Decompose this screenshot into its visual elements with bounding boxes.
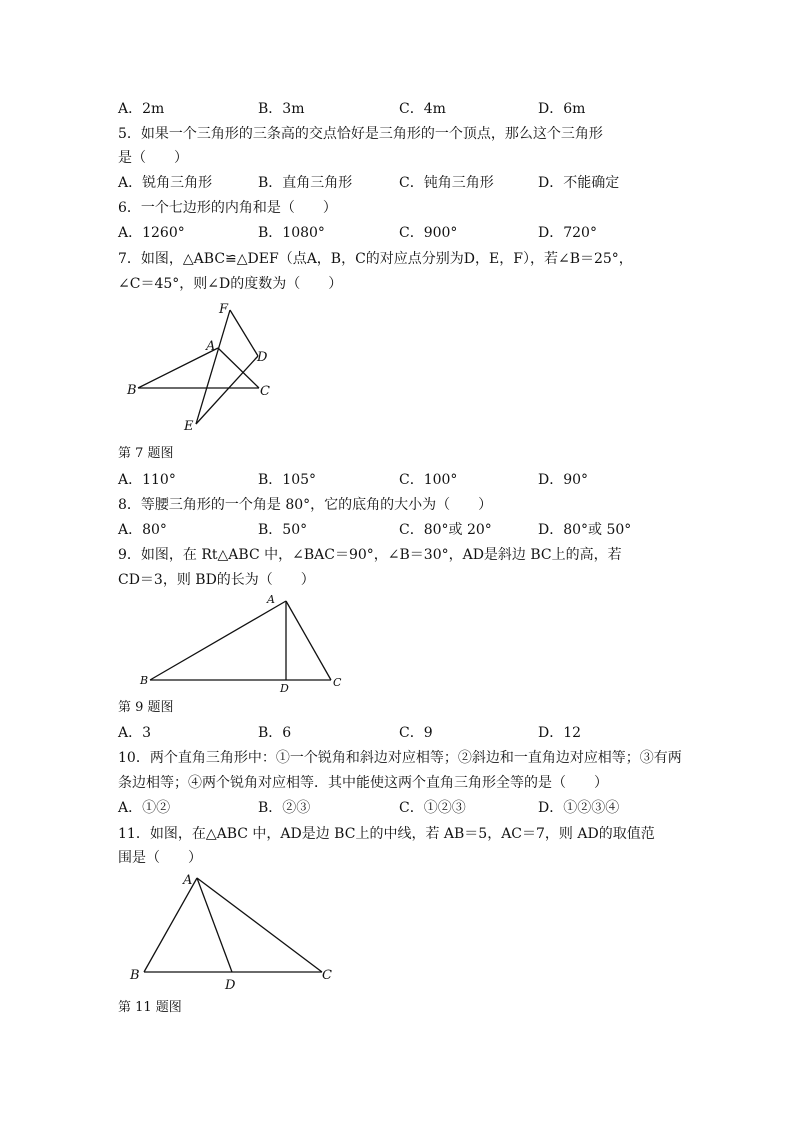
q8-option-b: B．50°	[258, 522, 308, 538]
q11-label-b: B	[130, 968, 140, 983]
q5-option-d: D．不能确定	[538, 175, 620, 191]
q9-label-b: B	[140, 674, 149, 687]
q6-option-a: A．1260°	[118, 225, 185, 241]
q6-options	[118, 224, 678, 242]
q10-stem-line1: 10．两个直角三角形中：①一个锐角和斜边对应相等；②斜边和一直角边对应相等；③有两	[118, 750, 682, 766]
q8-option-a: A．80°	[118, 522, 167, 538]
q8-options	[118, 521, 678, 539]
q4-option-b: B．3m	[258, 101, 305, 117]
q7-segment-ef	[196, 310, 230, 424]
q6-option-b: B．1080°	[258, 225, 325, 241]
q9-label-a: A	[267, 593, 275, 606]
q9-segment-ac	[286, 601, 331, 680]
q8-stem: 8．等腰三角形的一个角是 80°，它的底角的大小为（ ）	[118, 497, 493, 513]
q7-option-c: C．100°	[399, 472, 458, 488]
q6-option-d: D．720°	[538, 225, 597, 241]
q7-segment-ac	[218, 348, 259, 388]
q9-option-a: A．3	[118, 725, 152, 741]
q9-option-b: B．6	[258, 725, 292, 741]
q6-option-c: C．900°	[399, 225, 458, 241]
q9-label-c: C	[333, 676, 342, 689]
q7-segment-ba	[138, 348, 218, 388]
q5-options	[118, 174, 678, 192]
q7-options	[118, 471, 678, 489]
q9-option-c: C．9	[399, 725, 433, 741]
q9-option-d: D．12	[538, 725, 582, 741]
q7-label-f: F	[219, 302, 229, 317]
q10-option-d: D．①②③④	[538, 800, 620, 816]
q9-options	[118, 724, 678, 742]
q10-options	[118, 799, 678, 817]
q5-stem-line1: 5．如果一个三角形的三条高的交点恰好是三角形的一个顶点，那么这个三角形	[118, 126, 603, 142]
q11-segment-ab	[144, 878, 197, 972]
q11-label-d: D	[225, 978, 236, 993]
q11-segment-ac	[197, 878, 322, 972]
q7-label-b: B	[127, 383, 137, 398]
q11-stem-line2: 围是（ ）	[118, 850, 202, 866]
q7-label-e: E	[184, 419, 194, 434]
q11-figure	[118, 868, 348, 994]
q5-option-c: C．钝角三角形	[399, 175, 494, 191]
q5-option-a: A．锐角三角形	[118, 175, 213, 191]
q7-label-a: A	[206, 339, 216, 354]
q7-label-c: C	[260, 384, 270, 399]
q4-option-a: A．2m	[118, 101, 165, 117]
q10-option-a: A．①②	[118, 800, 171, 816]
q7-segment-fd	[230, 310, 258, 356]
q9-caption: 第 9 题图	[118, 700, 174, 715]
q7-stem-line1: 7．如图，△ABC≌△DEF（点A，B，C的对应点分别为D，E，F），若∠B＝25°，	[118, 251, 633, 267]
q9-segment-ba	[150, 601, 286, 680]
q7-figure	[118, 298, 298, 438]
q5-stem-line2: 是（ ）	[118, 150, 188, 166]
q11-label-c: C	[322, 968, 332, 983]
q4-option-d: D．6m	[538, 101, 586, 117]
q10-option-c: C．①②③	[399, 800, 466, 816]
q11-caption: 第 11 题图	[118, 1000, 182, 1015]
q7-option-b: B．105°	[258, 472, 317, 488]
q8-option-c: C．80°或 20°	[399, 522, 492, 538]
q9-label-d: D	[280, 682, 289, 695]
q11-label-a: A	[183, 873, 193, 888]
q9-figure	[118, 592, 358, 696]
q11-segment-ad	[197, 878, 232, 972]
q8-option-d: D．80°或 50°	[538, 522, 632, 538]
q10-stem-line2: 条边相等；④两个锐角对应相等．其中能使这两个直角三角形全等的是（ ）	[118, 775, 608, 791]
q9-stem-line2: CD＝3，则 BD的长为（ ）	[118, 572, 315, 588]
q7-stem-line2: ∠C＝45°，则∠D的度数为（ ）	[118, 276, 343, 292]
q7-label-d: D	[257, 350, 268, 365]
q7-option-a: A．110°	[118, 472, 176, 488]
q7-option-d: D．90°	[538, 472, 589, 488]
q4-options	[118, 100, 678, 118]
q6-stem: 6．一个七边形的内角和是（ ）	[118, 200, 337, 216]
q7-segment-ed	[196, 356, 258, 424]
q4-option-c: C．4m	[399, 101, 446, 117]
q11-stem-line1: 11．如图，在△ABC 中，AD是边 BC上的中线，若 AB＝5，AC＝7，则 AD的取值范	[118, 826, 655, 842]
q7-caption: 第 7 题图	[118, 446, 174, 461]
q5-option-b: B．直角三角形	[258, 175, 353, 191]
q10-option-b: B．②③	[258, 800, 311, 816]
q9-stem-line1: 9．如图，在 Rt△ABC 中，∠BAC＝90°，∠B＝30°，AD是斜边 BC上的高，若	[118, 547, 622, 563]
